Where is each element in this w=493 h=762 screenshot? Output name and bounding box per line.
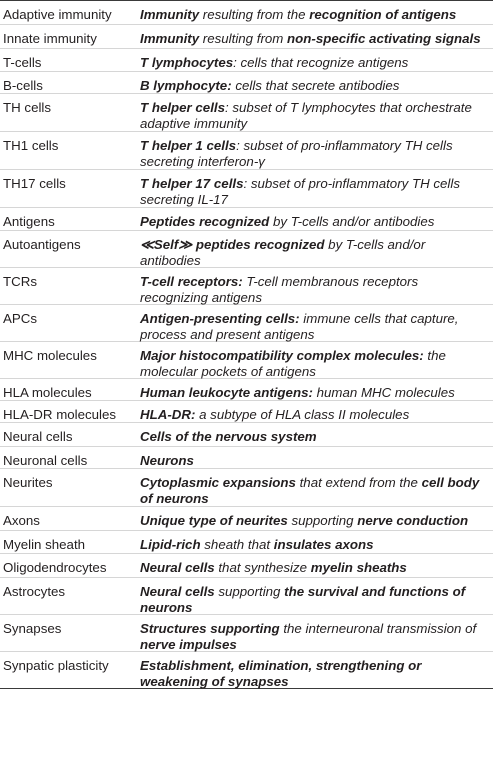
table-row	[0, 447, 493, 469]
definition-bold-text: Immunity	[140, 7, 200, 22]
table-row	[0, 379, 493, 401]
definition-cell	[140, 72, 493, 93]
definition-cell	[140, 231, 493, 267]
term-cell: MHC molecules	[3, 348, 97, 363]
table-row	[0, 423, 493, 447]
definition-bold-text: Structures supporting	[140, 621, 280, 636]
definition-bold-text: HLA-DR:	[140, 407, 196, 422]
definition-cell	[140, 423, 493, 446]
definition-cell	[140, 208, 493, 230]
definition-cell	[140, 170, 493, 207]
table-row	[0, 305, 493, 342]
definition-bold-text: Establishment, elimination, strengthening or weakening of synapses	[140, 658, 422, 689]
definition-bold-text: Major histocompatibility complex molecules:	[140, 348, 424, 363]
definition-bold-text: ≪Self≫ peptides recognized	[140, 237, 325, 252]
term-cell: Innate immunity	[3, 31, 97, 46]
definition-bold-text: recognition of antigens	[309, 7, 457, 22]
term-cell: Neurites	[3, 475, 53, 490]
term-cell: TH17 cells	[3, 176, 66, 191]
glossary-rows	[0, 1, 493, 689]
definition-text: supporting	[214, 584, 285, 599]
term-cell: TH1 cells	[3, 138, 59, 153]
definition-bold-text: Immunity	[140, 31, 200, 46]
definition-cell	[140, 447, 493, 468]
definition-text: human MHC molecules	[312, 385, 455, 400]
definition-cell	[140, 1, 493, 24]
term-cell: Antigens	[3, 214, 55, 229]
definition-text: cells that secrete antibodies	[231, 78, 400, 93]
definition-text: resulting from the	[199, 7, 310, 22]
definition-bold-text: Neural cells	[140, 584, 215, 599]
definition-text: by T-cells and/or antibodies	[140, 237, 426, 268]
definition-bold-text: the survival and functions of neurons	[140, 584, 466, 615]
definition-text: : cells that recognize antigens	[233, 55, 409, 70]
table-row	[0, 268, 493, 305]
definition-bold-text: Cells of the nervous system	[140, 429, 317, 444]
definition-cell	[140, 507, 493, 530]
definition-bold-text: nerve impulses	[140, 637, 237, 652]
table-row	[0, 342, 493, 379]
definition-bold-text: T helper cells	[140, 100, 225, 115]
term-cell: HLA molecules	[3, 385, 92, 400]
definition-text: immune cells that capture, process and present antigens	[140, 311, 459, 342]
term-cell: Adaptive immunity	[3, 7, 112, 22]
term-cell: Oligodendrocytes	[3, 560, 107, 575]
table-row	[0, 554, 493, 578]
definition-cell	[140, 469, 493, 506]
definition-cell	[140, 94, 493, 131]
definition-bold-text: myelin sheaths	[310, 560, 407, 575]
term-cell: Neural cells	[3, 429, 73, 444]
definition-cell	[140, 578, 493, 614]
definition-bold-text: Lipid-rich	[140, 537, 201, 552]
term-cell: Axons	[3, 513, 40, 528]
definition-text: resulting from	[199, 31, 288, 46]
definition-bold-text: Antigen-presenting cells:	[140, 311, 300, 326]
table-row	[0, 72, 493, 94]
table-row	[0, 25, 493, 49]
definition-text: by T-cells and/or antibodies	[269, 214, 435, 229]
definition-bold-text: T helper 17 cells	[140, 176, 244, 191]
table-row	[0, 531, 493, 554]
definition-cell	[140, 652, 493, 688]
table-row	[0, 615, 493, 652]
definition-bold-text: insulates axons	[273, 537, 374, 552]
term-cell: Synapses	[3, 621, 62, 636]
definition-text: that extend from the	[295, 475, 422, 490]
table-row	[0, 231, 493, 268]
definition-cell	[140, 531, 493, 553]
definition-bold-text: Human leukocyte antigens:	[140, 385, 313, 400]
definition-bold-text: Neural cells	[140, 560, 215, 575]
definition-text: : subset of pro-inflammatory TH cells secreting IL-17	[140, 176, 460, 207]
definition-bold-text: T helper 1 cells	[140, 138, 237, 153]
table-row	[0, 507, 493, 531]
definition-text: sheath that	[200, 537, 274, 552]
table-row	[0, 1, 493, 25]
definition-bold-text: nerve conduction	[357, 513, 469, 528]
term-cell: Astrocytes	[3, 584, 66, 599]
definition-text: : subset of pro-inflammatory TH cells secreting interferon-γ	[140, 138, 453, 169]
definition-cell	[140, 268, 493, 304]
term-cell: T-cells	[3, 55, 42, 70]
definition-cell	[140, 305, 493, 341]
table-row	[0, 94, 493, 132]
definition-text: that synthesize	[214, 560, 311, 575]
definition-text: T-cell membranous receptors recognizing antigens	[140, 274, 419, 305]
table-row	[0, 49, 493, 72]
term-cell: HLA-DR molecules	[3, 407, 117, 422]
definition-cell	[140, 49, 493, 71]
definition-text: : subset of T lymphocytes that orchestrate adaptive immunity	[140, 100, 472, 131]
definition-bold-text: T-cell receptors:	[140, 274, 243, 289]
table-row	[0, 578, 493, 615]
table-row	[0, 469, 493, 507]
table-row	[0, 652, 493, 689]
definition-cell	[140, 342, 493, 378]
definition-text: the molecular pockets of antigens	[140, 348, 446, 379]
table-row	[0, 208, 493, 231]
term-cell: Autoantigens	[3, 237, 81, 252]
definition-bold-text: T lymphocytes	[140, 55, 234, 70]
definition-bold-text: B lymphocyte:	[140, 78, 232, 93]
definition-cell	[140, 132, 493, 169]
definition-bold-text: non-specific activating signals	[287, 31, 481, 46]
definition-cell	[140, 615, 493, 651]
definition-cell	[140, 379, 493, 400]
definition-bold-text: cell body of neurons	[140, 475, 480, 506]
definition-cell	[140, 25, 493, 48]
definition-bold-text: Peptides recognized	[140, 214, 270, 229]
table-row	[0, 170, 493, 208]
definition-bold-text: Unique type of neurites	[140, 513, 288, 528]
term-cell: Neuronal cells	[3, 453, 88, 468]
definition-text: supporting	[287, 513, 358, 528]
term-cell: Synpatic plasticity	[3, 658, 109, 673]
definition-cell	[140, 401, 493, 422]
definition-cell	[140, 554, 493, 577]
definition-bold-text: Neurons	[140, 453, 194, 468]
term-cell: APCs	[3, 311, 37, 326]
table-row	[0, 132, 493, 170]
definition-text: a subtype of HLA class II molecules	[195, 407, 410, 422]
definition-text: the interneuronal transmission of	[279, 621, 477, 636]
term-cell: Myelin sheath	[3, 537, 86, 552]
term-cell: TH cells	[3, 100, 52, 115]
definition-bold-text: Cytoplasmic expansions	[140, 475, 296, 490]
term-cell: B-cells	[3, 78, 43, 93]
term-cell: TCRs	[3, 274, 37, 289]
table-row	[0, 401, 493, 423]
